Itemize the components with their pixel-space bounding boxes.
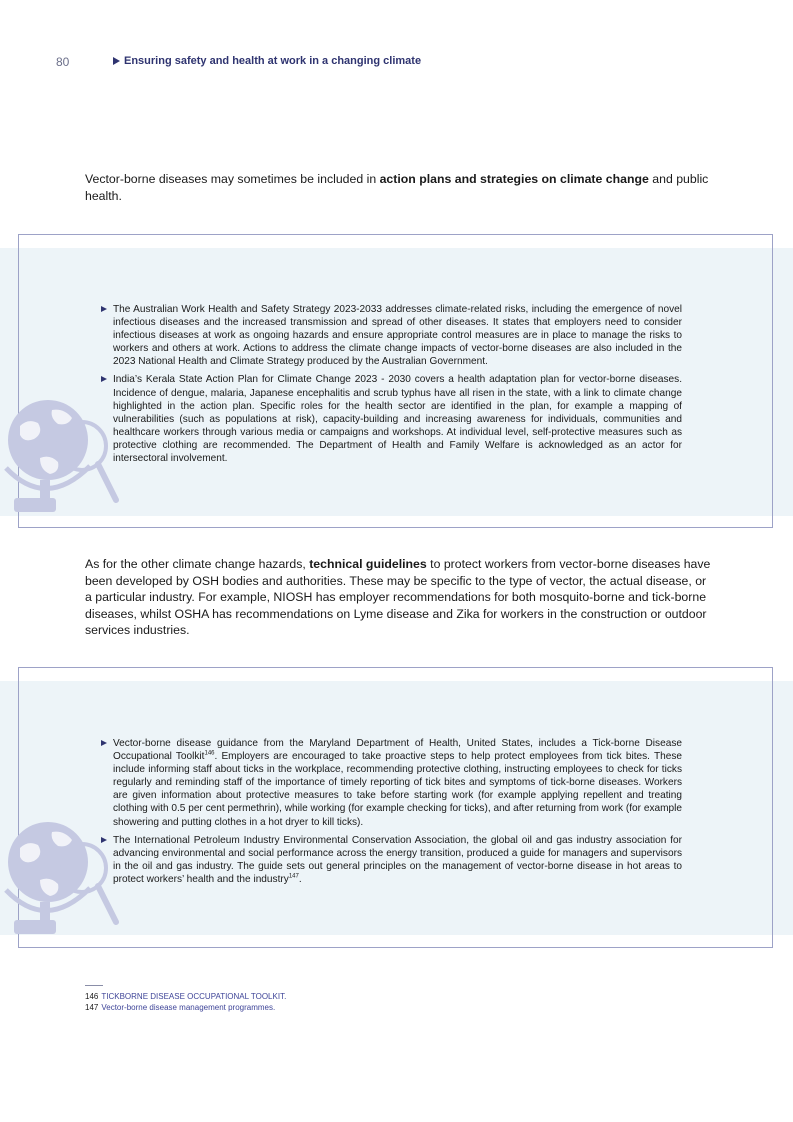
footnotes [85, 991, 286, 1013]
triangle-bullet-icon [101, 740, 107, 746]
list-item: The International Petroleum Industry Environmental Conservation Association, the global oil and gas industry association for advancing environmental and social performance across the energy transition, produced a guide for managers and supervisors in the oil and gas industry. The guide sets out general principles on the management of vector-borne disease in hot areas to protect workers’ health and the industry$^{147}$. [100, 834, 682, 886]
guidelines-emphasis: technical guidelines [309, 557, 427, 571]
footnote-link[interactable]: Vector-borne disease management programmes. [101, 1003, 276, 1012]
running-header [113, 55, 421, 67]
footnote-divider [85, 985, 103, 986]
triangle-bullet-icon [101, 306, 107, 312]
running-header-title: Ensuring safety and health at work in a changing climate [124, 55, 422, 67]
intro-emphasis: action plans and strategies on climate change [379, 172, 649, 186]
case-box-2-list [100, 737, 682, 891]
footnote-ref-146[interactable]: 146 [204, 750, 215, 757]
list-item: The Australian Work Health and Safety Strategy 2023-2033 addresses climate-related risks, including the emergence of novel infectious diseases and the increased transmission and spread of other diseases. It states that employers need to consider infectious diseases at work as ongoing hazards and ensure appropriate control measures are in place to manage the risks to workers and others at work. Actions to address the climate change impacts of vector-borne diseases are also included in the 2023 National Health and Climate Strategy produced by the Australian Government. [100, 303, 682, 368]
intro-paragraph: Vector-borne diseases may sometimes be included in action plans and strategies on climate change and public health. [85, 172, 709, 203]
footnote-ref-147[interactable]: 147 [288, 873, 299, 880]
footnote-146: 146 TICKBORNE DISEASE OCCUPATIONAL TOOLKIT. [85, 992, 287, 1001]
triangle-bullet-icon [113, 57, 120, 65]
guidelines-paragraph: As for the other climate change hazards, technical guidelines to protect workers from vector-borne diseases have been developed by OSH bodies and authorities. These may be specific to the type of vector, the actual disease, or a particular industry. For example, NIOSH has employer recommendations for both mosquito-borne and tick-borne diseases, whilst OSHA has recommendations on Lyme disease and Zika for workers in the construction or outdoor services industries. [85, 557, 711, 637]
footnote-link[interactable]: TICKBORNE DISEASE OCCUPATIONAL TOOLKIT. [101, 992, 287, 1001]
list-item: Vector-borne disease guidance from the Maryland Department of Health, United States, includes a Tick-borne Disease Occupational Toolkit$^{146}$. Employers are encouraged to take proactive steps to help protect employees from tick bites. These include informing staff about ticks in the workplace, recommending protective clothing, instructing employees to check for ticks regularly and reminding staff of the importance of timely reporting of tick bites and symptoms of tick-borne diseases. Workers are given information about protective measures to take before starting work (for example applying repellent and treating clothing with 0.5 per cent permethrin), while working (for example checking for ticks), and after returning from work (for example showering and putting clothes in a hot dryer to kill ticks). [100, 737, 682, 829]
list-item: India’s Kerala State Action Plan for Climate Change 2023 - 2030 covers a health adaptation plan for vector-borne diseases. Incidence of dengue, malaria, Japanese encephalitis and scrub typhus have all risen in the state, with a link to climate change highlighted in the action plan. Specific roles for the health sector are identified in the plan, for example a mapping of vulnerabilities (such as populations at risk), capacity-building and increasing awareness for individuals, communities and healthcare workers through various media or campaigns and workshops. At individual level, self-protective measures such as protective clothing are recommended. The Department of Health and Family Welfare is acknowledged as an actor for intersectoral involvement. [100, 373, 682, 465]
triangle-bullet-icon [101, 376, 107, 382]
footnote-147: 147 Vector-borne disease management programmes. [85, 1003, 276, 1012]
case-box-1-list [100, 303, 682, 470]
page-number: 80 [56, 55, 70, 69]
triangle-bullet-icon [101, 837, 107, 843]
